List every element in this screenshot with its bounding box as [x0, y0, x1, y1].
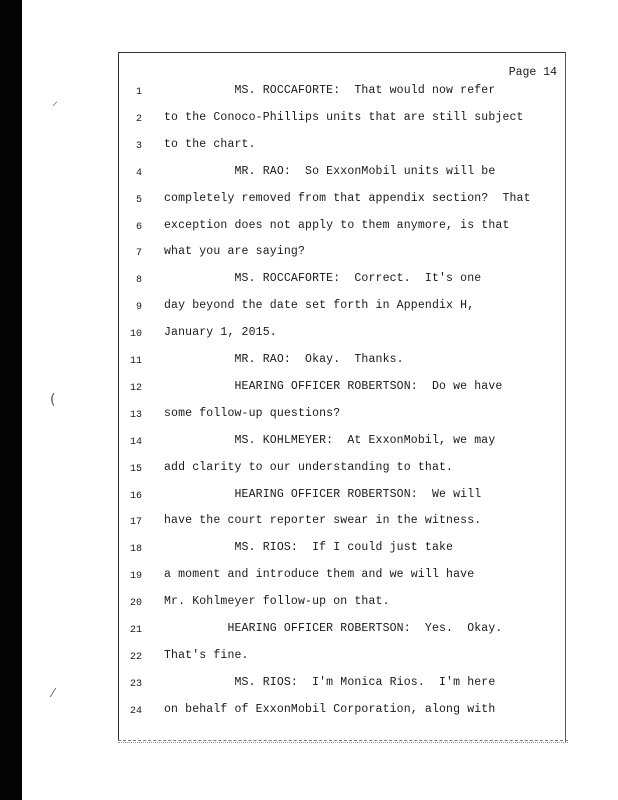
line-number: 12 [129, 382, 142, 394]
transcript-line [0, 622, 618, 640]
line-text: January 1, 2015. [164, 326, 277, 340]
line-number: 23 [129, 678, 142, 690]
line-text: exception does not apply to them anymore, is that [164, 218, 510, 232]
transcript-line [0, 165, 618, 183]
transcript-line [0, 353, 618, 371]
line-text: MS. RIOS: If I could just take [164, 541, 454, 555]
line-text: have the court reporter swear in the witness. [164, 514, 482, 528]
line-text: to the chart. [164, 137, 256, 151]
line-text: on behalf of ExxonMobil Corporation, along with [164, 702, 496, 716]
transcript-line [0, 84, 618, 102]
line-number: 19 [129, 571, 142, 583]
line-text: MR. RAO: So ExxonMobil units will be [164, 164, 496, 178]
line-number: 7 [135, 248, 142, 260]
transcript-line [0, 111, 618, 129]
line-text: HEARING OFFICER ROBERTSON: We will [164, 487, 482, 501]
line-text: completely removed from that appendix section? That [164, 191, 531, 205]
line-number: 4 [135, 167, 142, 179]
line-number: 5 [135, 194, 142, 206]
line-number: 1 [135, 87, 142, 98]
transcript-line [0, 326, 618, 344]
transcript-line [0, 299, 618, 317]
line-number: 6 [135, 221, 142, 233]
scan-speck-mark: ( [50, 392, 56, 408]
transcript-line [0, 676, 618, 694]
transcript-line [0, 488, 618, 506]
line-text: HEARING OFFICER ROBERTSON: Do we have [164, 379, 503, 393]
transcript-line [0, 541, 618, 559]
line-text: MS. RIOS: I'm Monica Rios. I'm here [164, 675, 496, 689]
scan-speck-mark: ⁄ [52, 686, 55, 700]
transcript-line [0, 245, 618, 263]
line-number: 20 [129, 598, 142, 610]
line-number: 11 [129, 356, 142, 367]
page-frame-bottom-border-secondary [118, 742, 568, 744]
transcript-line [0, 514, 618, 532]
line-number: 17 [129, 517, 142, 529]
transcript-line [0, 192, 618, 210]
transcript-line [0, 407, 618, 425]
line-text: MS. ROCCAFORTE: That would now refer [164, 84, 496, 97]
transcript-line [0, 703, 618, 721]
line-text: MS. ROCCAFORTE: Correct. It's one [164, 272, 482, 286]
line-text: a moment and introduce them and we will have [164, 568, 475, 582]
line-text: HEARING OFFICER ROBERTSON: Yes. Okay. [164, 622, 503, 635]
line-number: 8 [135, 275, 142, 287]
line-number: 10 [129, 329, 142, 341]
transcript-line [0, 461, 618, 479]
line-text: Mr. Kohlmeyer follow-up on that. [164, 595, 390, 609]
line-number: 16 [129, 490, 142, 502]
line-number: 18 [129, 544, 142, 556]
line-number: 3 [135, 140, 142, 152]
transcript-line [0, 272, 618, 290]
line-number: 13 [129, 409, 142, 421]
line-number: 14 [129, 436, 142, 448]
transcript-line [0, 434, 618, 452]
line-text: to the Conoco-Phillips units that are still subject [164, 110, 524, 124]
transcript-line [0, 380, 618, 398]
line-number: 15 [129, 463, 142, 475]
page-number-label: Page 14 [508, 66, 557, 79]
line-text: what you are saying? [164, 245, 306, 259]
line-number: 2 [135, 113, 142, 125]
line-text: day beyond the date set forth in Appendix H, [164, 299, 475, 313]
transcript-line [0, 138, 618, 156]
page-frame-top-border [118, 52, 566, 53]
transcript-line [0, 595, 618, 613]
line-number: 22 [129, 651, 142, 663]
line-number: 21 [129, 625, 142, 636]
line-text: MS. KOHLMEYER: At ExxonMobil, we may [164, 433, 496, 447]
line-number: 9 [135, 302, 142, 314]
line-text: MR. RAO: Okay. Thanks. [164, 353, 404, 366]
scan-speck-mark: ⸝ [52, 94, 59, 108]
transcript-line [0, 649, 618, 667]
line-text: add clarity to our understanding to that. [164, 460, 454, 474]
line-text: That's fine. [164, 648, 249, 662]
line-number: 24 [129, 705, 142, 717]
transcript-line [0, 568, 618, 586]
line-text: some follow-up questions? [164, 406, 341, 420]
transcript-line [0, 219, 618, 237]
